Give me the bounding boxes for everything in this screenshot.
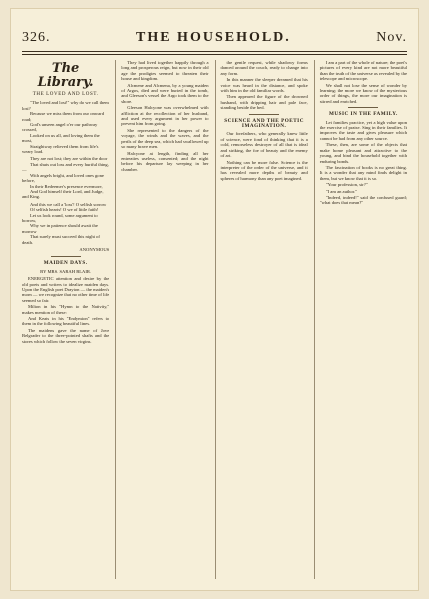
article-continuation — [320, 60, 407, 104]
poem-line: They are not lost; they are within the door — [30, 156, 108, 162]
paragraph: The fascination of books is no great thing. It is a wonder that any mind finds delight in them, but we know that it is so. — [319, 164, 407, 181]
paragraph: These, then, are some of the objects that make home pleasant and attractive to the young, and bind the household together with enduring bonds. — [319, 142, 407, 164]
essay-title: MAIDEN DAYS. — [43, 260, 88, 267]
paragraph: Nothing can be more false. Science is the interpreter of the order of the universe, and it has revealed more depths of beauty and spheres of harmony than any poet imagined. — [220, 159, 308, 181]
paragraph: Let families practice, yet a high value upon the exercise of praise. Sing in their families. It improves the taste and gives pleasure which cannot be had from any other source. — [319, 119, 407, 141]
header-rule-thin — [22, 54, 407, 55]
poem-line: Of selfish hearts! O we of little faith! — [30, 207, 99, 213]
issue-month: Nov. — [376, 30, 407, 45]
poem-line: And God himself their Lord, and Judge, and King. — [22, 188, 104, 200]
paragraph: In this manner the sleeper dreamed that his voice was heard in the distance, and spoke with him in the old familiar words. — [220, 77, 308, 94]
dialogue-line: "Your profession, sir?" — [325, 182, 368, 188]
poem-line: That surely must succeed this night of death. — [22, 234, 100, 245]
section-body — [320, 120, 407, 181]
poem-line: Let us look round, some argument to borrow, — [22, 212, 98, 223]
section-divider — [51, 256, 81, 257]
poem-body — [22, 100, 109, 245]
paragraph: The maidens gave the name of Jove Belgrader to the three-pointed shafts and the stores which follow the seven virgins. — [22, 327, 110, 344]
paragraph: Our forefathers, who generally knew little of science, were fond of thinking that it is a cold, remorseless destroyer of all that is ideal and striking, the foe of beauty and the enemy of art. — [220, 131, 308, 159]
column-4 — [314, 60, 407, 579]
poem-stanza — [22, 100, 109, 154]
paragraph: ENERGETIC attention and desire by the old poets and writers to idealize maiden days. Upon the English poet Drayton — the maiden's morn — we recognize that no other time of life seemed so fair. — [22, 276, 110, 303]
poem-line: And this we call a 'loss'! O selfish sorrow — [30, 201, 107, 207]
closing-dialogue — [320, 182, 407, 206]
section-divider — [348, 107, 378, 108]
paragraph: Alcmene and Alcmena, by a young maiden of Argos, died and were buried in the tomb, and Gleeson's vessel the Argo took them to the shore. — [121, 82, 209, 104]
poem-line: With angels bright, and loved ones gone before, — [22, 172, 104, 184]
story-continuation — [221, 60, 308, 111]
masthead-title: THE HOUSEHOLD. — [135, 30, 291, 45]
paragraph: They had lived together happily through a long and prosperous reign, but now in their old age the prodigies seemed to threaten their house and kingdom. — [121, 60, 209, 82]
poem-stanza — [22, 156, 109, 199]
poem-line: In their Redeemer's presence evermore, — [30, 183, 103, 189]
dialogue-line: "I am an author." — [325, 188, 358, 194]
page-number: 326. — [22, 30, 51, 45]
essay-byline: BY MRS. SARAH BLAIR. — [40, 268, 92, 274]
poem-stanza — [22, 202, 109, 245]
poem-line: "The loved and lost!" why do we call them lost? — [22, 100, 109, 111]
poem-signature: ANONYMOUS — [79, 246, 110, 252]
section-title: SCIENCE AND THE POETIC IMAGINATION. — [224, 117, 304, 130]
paragraph: Gleeson Halcyone was overwhelmed with affliction at the recollection of her husband, and used every argument in her power to prevent him from going. — [121, 105, 209, 127]
paragraph: And Keats in his "Endymion" refers to them in the following beautiful lines. — [22, 316, 110, 327]
section-body — [221, 131, 308, 181]
section-divider — [249, 114, 279, 115]
paragraph: Halcyone at length, finding all her entreaties useless, consented; and the night before his departure lay weeping in her chamber. — [121, 150, 209, 172]
poem-line: That shuts out loss and every hurtful thing,— — [22, 161, 109, 173]
paragraph: We shall not lose the sense of wonder by learning; the more we know of the mysterious order of things, the more our imagination is stirred and enriched. — [319, 82, 407, 104]
newspaper-page — [10, 8, 419, 591]
column-1 — [22, 60, 109, 579]
paragraph: the gentle request, while shadowy forms danced around the couch, ready to change into any form. — [220, 60, 308, 76]
story-body — [121, 60, 208, 172]
page-header — [22, 30, 407, 48]
poem-line: Because we miss them from our onward road; — [22, 111, 104, 122]
header-rule — [22, 51, 407, 52]
dialogue-line: "Indeed, indeed!" said the confused guard; "what does that mean?" — [319, 194, 407, 206]
article-columns — [22, 60, 407, 579]
poem-line: God's unseen angel o'er our pathway crossed, — [22, 122, 98, 133]
section-title: MUSIC IN THE FAMILY. — [328, 111, 398, 118]
poem-line: Why we in patience should await the morrow — [22, 223, 98, 234]
paragraph: Then appeared the figure of the drowned husband, with dripping hair and pale face, standing beside the bed. — [220, 94, 308, 111]
column-2 — [115, 60, 208, 579]
poem-line: Looked on us all, and loving them the most, — [22, 132, 100, 144]
paragraph: She represented to the dangers of the voyage, the winds and the waves, and the perils of the deep sea, which had swallowed up so many brave men. — [121, 127, 209, 150]
poem-line: Straightway relieved them from life's weary load. — [22, 143, 99, 155]
paragraph: I am a part of the whole of nature; the poet's pictures of every kind are not more beautiful than the truth of the universe as revealed by the telescope and microscope. — [319, 60, 407, 82]
paragraph: Milton in his "Hymn to the Nativity," makes mention of these: — [22, 304, 110, 315]
essay-body — [22, 276, 109, 344]
department-heading: The Library. — [37, 61, 94, 90]
column-3 — [215, 60, 308, 579]
poem-title: THE LOVED AND LOST. — [32, 92, 99, 97]
